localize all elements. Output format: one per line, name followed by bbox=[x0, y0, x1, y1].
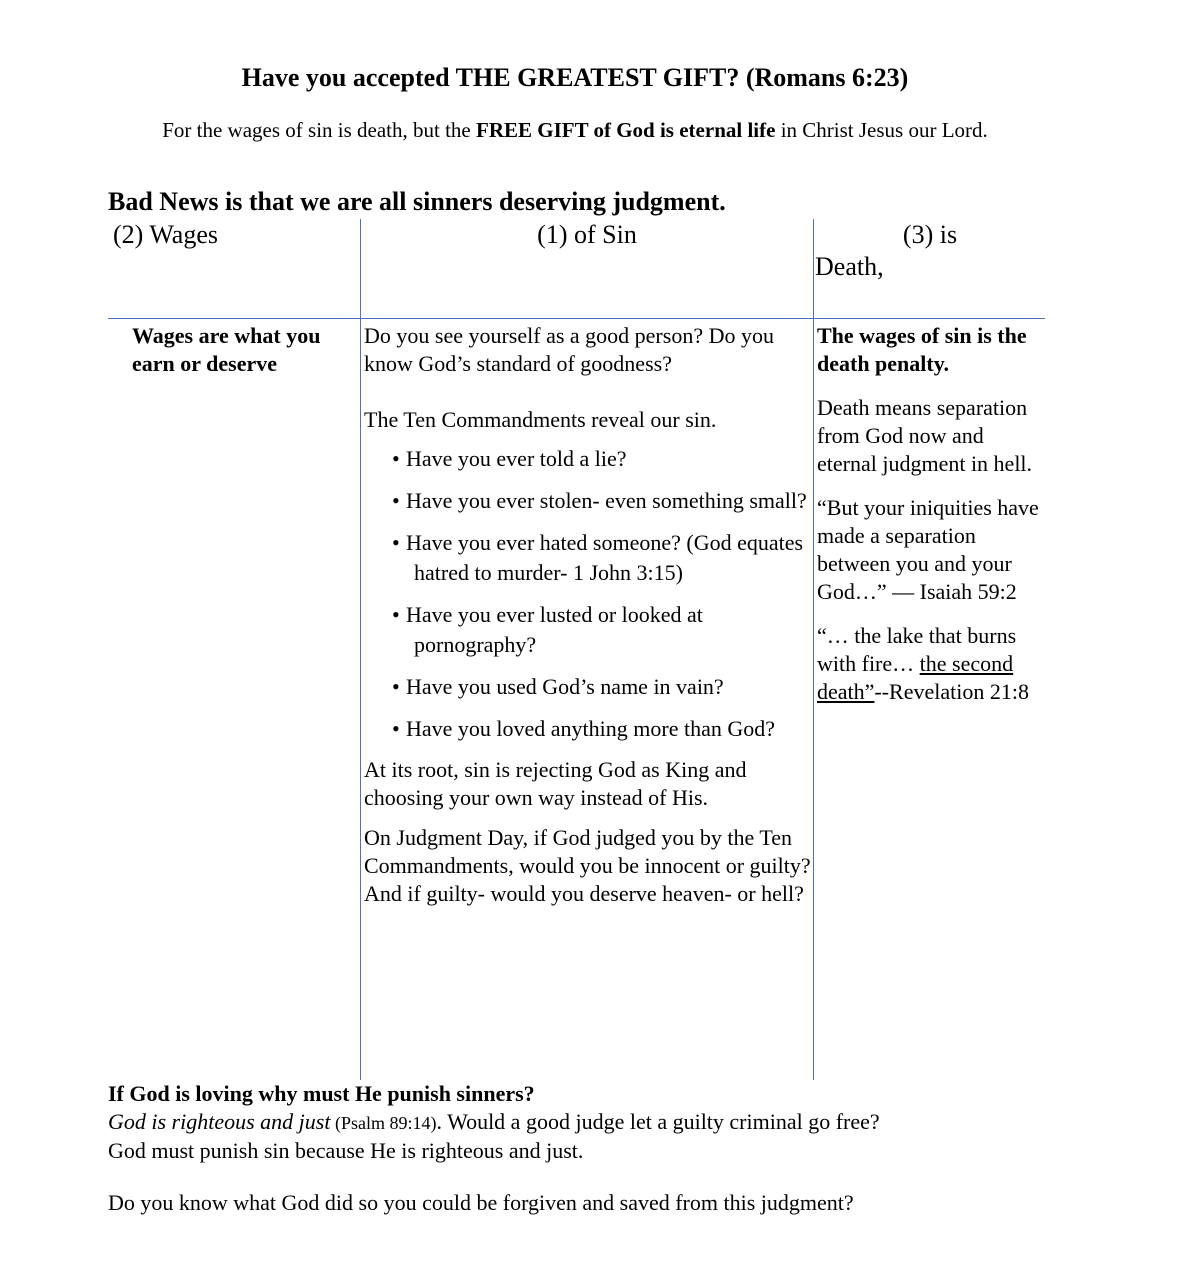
isaiah-quote: “But your iniquities have made a separation between you and your God…” — Isaiah 59:2 bbox=[817, 495, 1039, 604]
bad-news-heading: Bad News is that we are all sinners deserving judgment. bbox=[108, 187, 726, 216]
list-item: • Have you ever hated someone? (God equates hatred to murder- 1 John 3:15) bbox=[392, 530, 804, 585]
column-header-death-line1: (3) is bbox=[902, 220, 958, 249]
column-header-death bbox=[815, 219, 1045, 283]
sin-column bbox=[364, 322, 812, 908]
bullet-icon: • bbox=[392, 674, 400, 699]
sin-intro: Do you see yourself as a good person? Do you know God’s standard of goodness? bbox=[364, 323, 774, 376]
bullet-icon: • bbox=[392, 446, 400, 471]
death-column bbox=[817, 322, 1043, 706]
column-header-sin: (1) of Sin bbox=[537, 220, 637, 249]
punish-question: If God is loving why must He punish sinners? bbox=[108, 1081, 535, 1106]
column-header-wages: (2) Wages bbox=[113, 220, 219, 249]
romans-verse bbox=[120, 116, 1030, 144]
bullet-icon: • bbox=[392, 716, 400, 741]
bullet-icon: • bbox=[392, 488, 400, 513]
closing-section bbox=[108, 1080, 1158, 1217]
death-penalty-text: The wages of sin is the death penalty. bbox=[817, 323, 1027, 376]
second-death-underlined: the second death” bbox=[817, 651, 1014, 704]
table-header-divider bbox=[108, 318, 1045, 319]
verse-text-end: in Christ Jesus our Lord. bbox=[775, 118, 988, 142]
verse-free-gift: FREE GIFT of God is eternal life bbox=[476, 118, 776, 142]
bullet-icon: • bbox=[392, 602, 400, 627]
revelation-quote: “… the lake that burns with fire… the second death”--Revelation 21:8 bbox=[817, 623, 1029, 704]
bullet-icon: • bbox=[392, 530, 400, 555]
ten-commandments-text: The Ten Commandments reveal our sin. bbox=[364, 407, 717, 432]
table-column-divider-2 bbox=[813, 219, 814, 1080]
table-column-divider-1 bbox=[360, 219, 361, 1080]
wages-definition: Wages are what you earn or deserve bbox=[132, 323, 321, 376]
psalm-reference: (Psalm 89:14) bbox=[330, 1113, 437, 1133]
page-title: Have you accepted THE GREATEST GIFT? (Romans 6:23) bbox=[241, 63, 909, 92]
verse-text-start: For the wages of sin is death, but the bbox=[162, 118, 476, 142]
closing-question: Do you know what God did so you could be forgiven and saved from this judgment? bbox=[108, 1190, 854, 1215]
commandment-questions bbox=[364, 444, 812, 744]
punish-answer-line2: God must punish sin because He is righteous and just. bbox=[108, 1138, 584, 1163]
list-item: • Have you ever stolen- even something small? bbox=[364, 486, 812, 516]
list-item: • Have you used God’s name in vain? bbox=[364, 672, 812, 702]
death-meaning-text: Death means separation from God now and eternal judgment in hell. bbox=[817, 395, 1033, 476]
punish-answer: God is righteous and just (Psalm 89:14). Would a good judge let a guilty criminal go free? bbox=[108, 1109, 880, 1134]
list-item: • Have you ever lusted or looked at pornography? bbox=[392, 602, 703, 657]
sin-root-text: At its root, sin is rejecting God as King and choosing your own way instead of His. bbox=[364, 757, 747, 810]
judgment-day-text: On Judgment Day, if God judged you by the Ten Commandments, would you be innocent or guilty? And if guilty- would you deserve heaven- or hell? bbox=[364, 825, 811, 906]
list-item: • Have you ever told a lie? bbox=[364, 444, 812, 474]
list-item: • Have you loved anything more than God? bbox=[364, 714, 812, 744]
column-header-death-line2: Death, bbox=[815, 252, 884, 281]
